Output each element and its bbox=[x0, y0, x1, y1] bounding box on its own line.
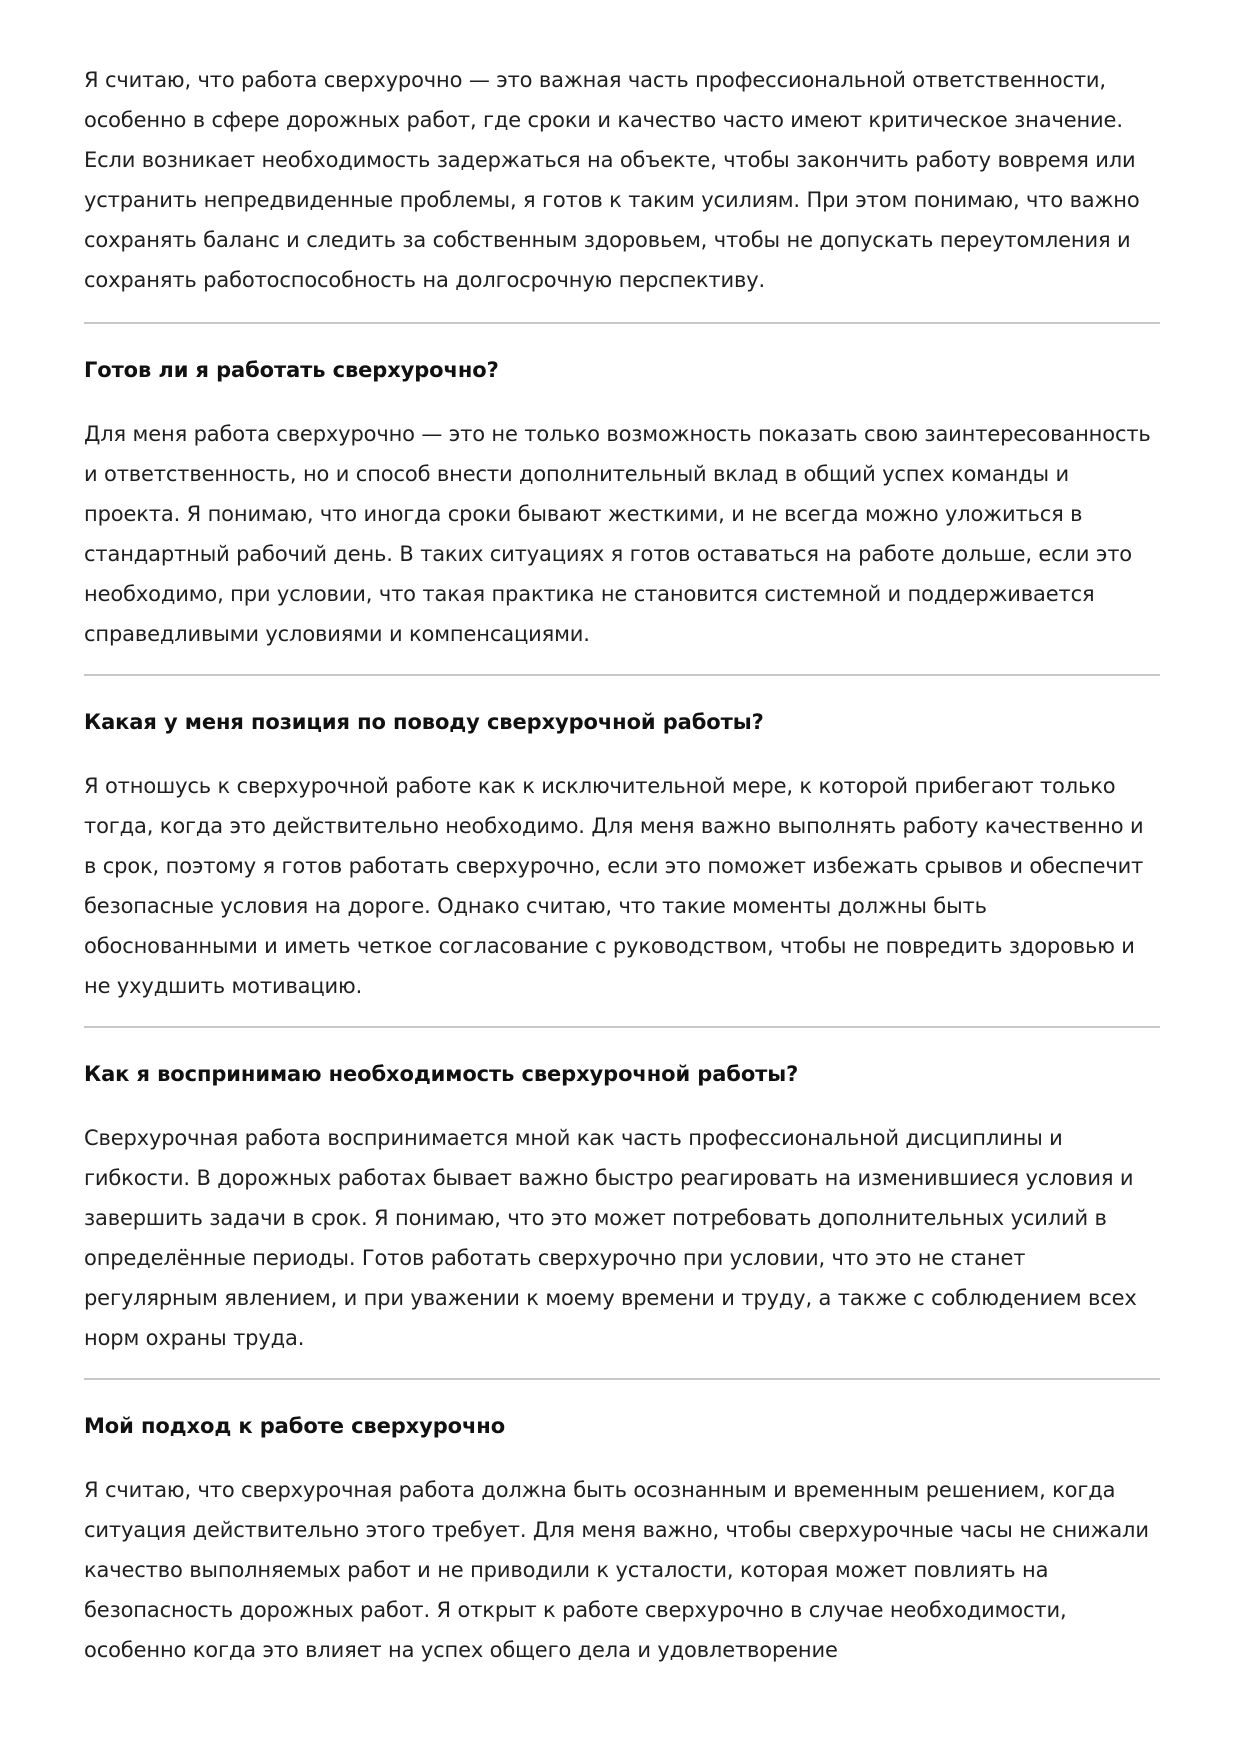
section-heading: Как я воспринимаю необходимость сверхурочной работы? bbox=[84, 1062, 799, 1086]
section-divider bbox=[84, 674, 1160, 676]
section-divider bbox=[84, 1026, 1160, 1028]
section-paragraph: Сверхурочная работа воспринимается мной как часть профессиональной дисциплины и гибкости. В дорожных работах бывает важно быстро реагировать на изменившиеся условия и завершить задачи в срок. Я понимаю, что это может потребовать дополнительных усилий в определённые периоды. Готов работать сверхурочно при условии, что это не станет регулярным явлением, и при уважении к моему времени и труду, а также с соблюдением всех норм охраны труда. bbox=[84, 1126, 1137, 1350]
section-heading: Мой подход к работе сверхурочно bbox=[84, 1414, 506, 1438]
section-divider bbox=[84, 1378, 1160, 1380]
section-heading: Готов ли я работать сверхурочно? bbox=[84, 358, 499, 382]
document-body bbox=[84, 60, 1160, 1670]
section-paragraph: Для меня работа сверхурочно — это не только возможность показать свою заинтересованность и ответственность, но и способ внести дополнительный вклад в общий успех команды и проекта. Я понимаю, что иногда сроки бывают жесткими, и не всегда можно уложиться в стандартный рабочий день. В таких ситуациях я готов оставаться на работе дольше, если это необходимо, при условии, что такая практика не становится системной и поддерживается справедливыми условиями и компенсациями. bbox=[84, 422, 1151, 646]
section-ready-overtime bbox=[84, 350, 1160, 654]
intro-paragraph: Я считаю, что работа сверхурочно — это важная часть профессиональной ответственности, особенно в сфере дорожных работ, где сроки и качество часто имеют критическое значение. Если возникает необходимость задержаться на объекте, чтобы закончить работу вовремя или устранить непредвиденные проблемы, я готов к таким усилиям. При этом понимаю, что важно сохранять баланс и следить за собственным здоровьем, чтобы не допускать переутомления и сохранять работоспособность на долгосрочную перспективу. bbox=[84, 68, 1140, 292]
section-heading: Какая у меня позиция по поводу сверхурочной работы? bbox=[84, 710, 764, 734]
section-perception bbox=[84, 1054, 1160, 1358]
section-position bbox=[84, 702, 1160, 1006]
section-divider bbox=[84, 322, 1160, 324]
section-paragraph: Я считаю, что сверхурочная работа должна быть осознанным и временным решением, когда ситуация действительно этого требует. Для меня важно, чтобы сверхурочные часы не снижали качество выполняемых работ и не приводили к усталости, которая может повлиять на безопасность дорожных работ. Я открыт к работе сверхурочно в случае необходимости, особенно когда это влияет на успех общего дела и удовлетворение bbox=[84, 1478, 1149, 1662]
section-paragraph: Я отношусь к сверхурочной работе как к исключительной мере, к которой прибегают только тогда, когда это действительно необходимо. Для меня важно выполнять работу качественно и в срок, поэтому я готов работать сверхурочно, если это поможет избежать срывов и обеспечит безопасные условия на дороге. Однако считаю, что такие моменты должны быть обоснованными и иметь четкое согласование с руководством, чтобы не повредить здоровью и не ухудшить мотивацию. bbox=[84, 774, 1144, 998]
section-approach bbox=[84, 1406, 1160, 1670]
